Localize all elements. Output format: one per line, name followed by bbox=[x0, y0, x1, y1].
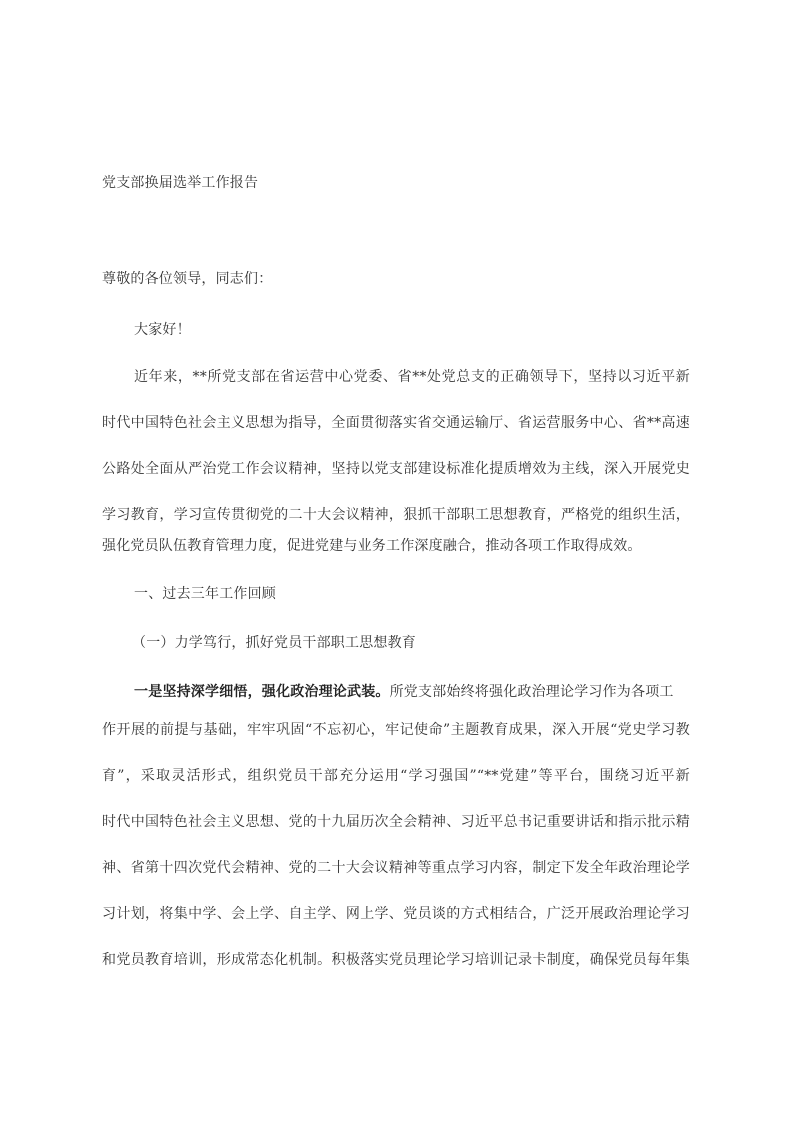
subsection-1-heading: （一）力学笃行，抓好党员干部职工思想教育 bbox=[132, 635, 416, 651]
point-1-lead: 一是坚持深学细悟，强化政治理论武装。 bbox=[134, 684, 390, 700]
point-1-line-2: 作开展的前提与基础，牢牢巩固“不忘初心，牢记使命”主题教育成果，深入开展“党史学习教 bbox=[102, 722, 690, 738]
document-title: 党支部换届选举工作报告 bbox=[102, 175, 259, 191]
point-1-line-4: 时代中国特色社会主义思想、党的十九届历次全会精神、习近平总书记重要讲话和指示批示精 bbox=[102, 814, 690, 830]
intro-line-3: 公路处全面从严治党工作会议精神，坚持以党支部建设标准化提质增效为主线，深入开展党史 bbox=[102, 461, 690, 477]
point-1-line-6: 习计划，将集中学、会上学、自主学、网上学、党员谈的方式相结合，广泛开展政治理论学习 bbox=[102, 906, 690, 922]
greeting: 大家好！ bbox=[134, 322, 191, 338]
point-1-line-3: 育”，采取灵活形式，组织党员干部充分运用“学习强国”“**党建”等平台，围绕习近平新 bbox=[102, 768, 690, 784]
intro-line-5: 强化党员队伍教育管理力度，促进党建与业务工作深度融合，推动各项工作取得成效。 bbox=[102, 538, 642, 554]
point-1-line-5: 神、省第十四次党代会精神、党的二十大会议精神等重点学习内容，制定下发全年政治理论学 bbox=[102, 860, 690, 876]
section-1-heading: 一、过去三年工作回顾 bbox=[134, 586, 276, 602]
point-1-first-line bbox=[134, 682, 690, 702]
intro-line-4: 学习教育，学习宣传贯彻党的二十大会议精神，狠抓干部职工思想教育，严格党的组织生活， bbox=[102, 507, 690, 523]
salutation: 尊敬的各位领导，同志们： bbox=[102, 271, 273, 287]
point-1-line-7: 和党员教育培训，形成常态化机制。积极落实党员理论学习培训记录卡制度，确保党员每年集 bbox=[102, 952, 690, 968]
point-1-first-line-rest: 所党支部始终将强化政治理论学习作为各项工 bbox=[389, 684, 674, 700]
intro-line-1: 近年来，**所党支部在省运营中心党委、省**处党总支的正确领导下，坚持以习近平新 bbox=[134, 369, 690, 385]
intro-line-2: 时代中国特色社会主义思想为指导，全面贯彻落实省交通运输厅、省运营服务中心、省**高速 bbox=[102, 415, 690, 431]
